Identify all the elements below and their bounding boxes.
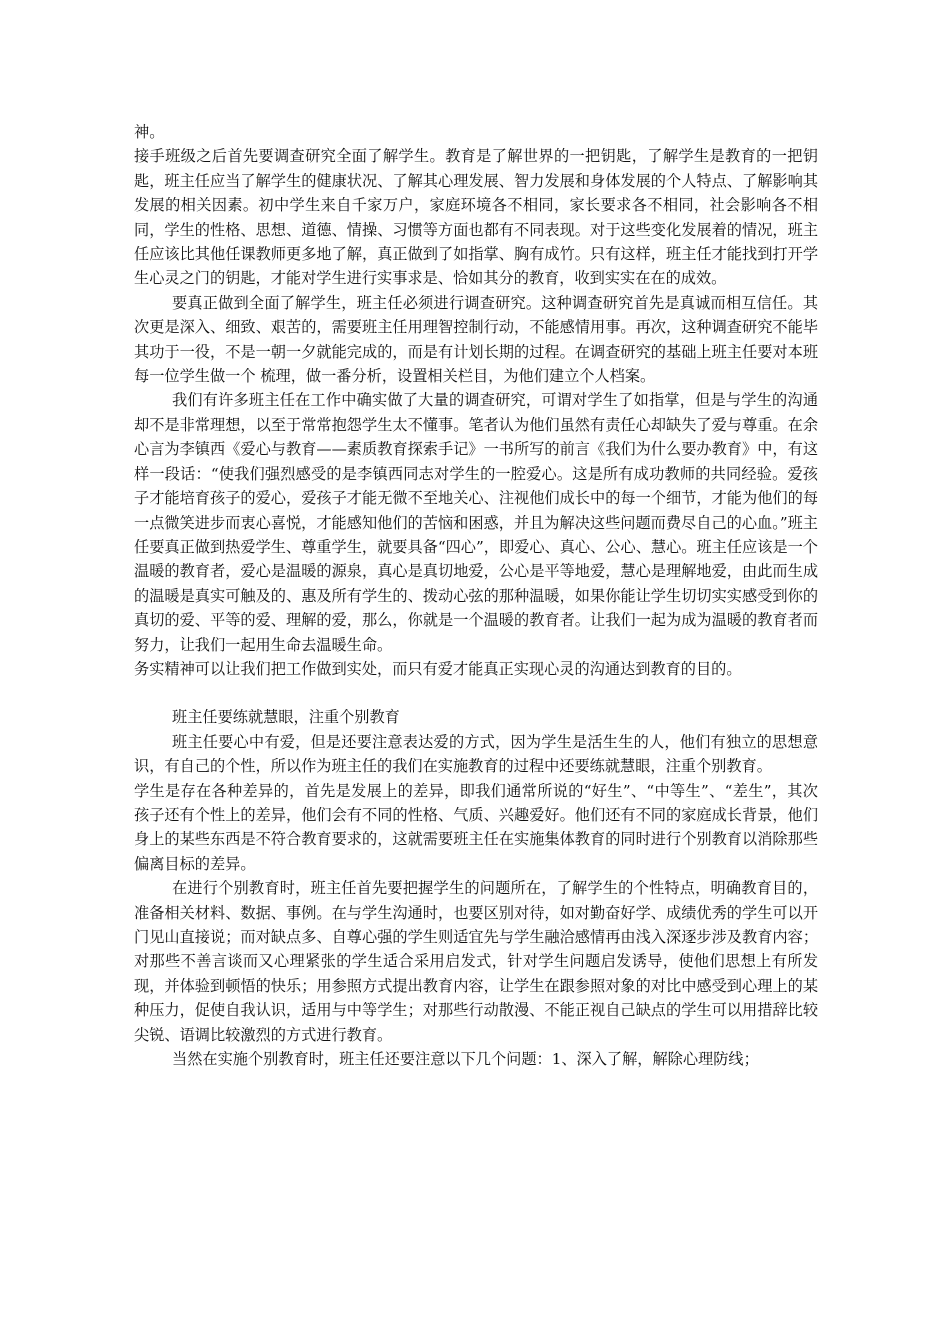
paragraph-individual-methods: 在进行个别教育时，班主任首先要把握学生的问题所在，了解学生的个性特点，明确教育目的，准备相关材料、数据、事例。在与学生沟通时，也要区别对待，如对勤奋好学、成绩优秀的学生可以开门见山直接说；而对缺点多、自尊心强的学生则适宜先与学生融洽感情再由浅入深逐步涉及教育内容；对那些不善言谈而又心理紧张的学生适合采用启发式，针对学生问题启发诱导，使他们思想上有所发现，并体验到顿悟的快乐；用参照方式提出教育内容，让学生在跟参照对象的对比中感受到心理上的某种压力，促使自我认识，适用与中等学生；对那些行动散漫、不能正视自己缺点的学生可以用措辞比较尖锐、语调比较激烈的方式进行教育。 (134, 879, 818, 1044)
paragraph-notes: 当然在实施个别教育时，班主任还要注意以下几个问题：1、深入了解，解除心理防线； (172, 1050, 759, 1069)
paragraph-investigation: 要真正做到全面了解学生，班主任必须进行调查研究。这种调查研究首先是真诚而相互信任。其次更是深入、细致、艰苦的，需要班主任用理智控制行动，不能感情用事。再次，这种调查研究不能毕其功于一役，不是一朝一夕就能完成的，而是有计划长期的过程。在调查研究的基础上班主任要对本班每一位学生做一个 梳理，做一番分析，设置相关栏目，为他们建立个人档案。 (134, 293, 818, 386)
paragraph-student-differences: 学生是存在各种差异的，首先是发展上的差异，即我们通常所说的“好生”、“中等生”、“差生”，其次孩子还有个性上的差异，他们会有不同的性格、气质、兴趣爱好。他们还有不同的家庭成长背景，他们身上的某些东西是不符合教育要求的，这就需要班主任在实施集体教育的同时进行个别教育以消除那些偏离目标的差异。 (134, 781, 818, 873)
paragraph-love-and-respect: 我们有许多班主任在工作中确实做了大量的调查研究，可谓对学生了如指掌，但是与学生的沟通却不是非常理想，以至于常常抱怨学生太不懂事。笔者认为他们虽然有责任心却缺失了爱与尊重。在余心言为李镇西《爱心与教育——素质教育探索手记》一书所写的前言《我们为什么要办教育》中，有这样一段话：“使我们强烈感受的是李镇西同志对学生的一腔爱心。这是所有成功教师的共同经验。爱孩子才能培育孩子的爱心，爱孩子才能无微不至地关心、注视他们成长中的每一个细节，才能为他们的每一点微笑进步而衷心喜悦，才能感知他们的苦恼和困惑，并且为解决这些问题而费尽自己的心血。”班主任要真正做到热爱学生、尊重学生，就要具备“四心”，即爱心、真心、公心、慧心。班主任应该是一个温暖的教育者，爱心是温暖的源泉，真心是真切地爱，公心是平等地爱，慧心是理解地爱，由此而生成的温暖是真实可触及的、惠及所有学生的、拨动心弦的那种温暖，如果你能让学生切切实实感受到你的真切的爱、平等的爱、理解的爱，那么，你就是一个温暖的教育者。让我们一起为成为温暖的教育者而努力，让我们一起用生命去温暖生命。 (134, 391, 818, 654)
paragraph-understand-students: 接手班级之后首先要调查研究全面了解学生。教育是了解世界的一把钥匙，了解学生是教育的一把钥匙，班主任应当了解学生的健康状况、了解其心理发展、智力发展和身体发展的个人特点、了解影响其发展的相关因素。初中学生来自千家万户，家庭环境各不相同，家长要求各不相同，社会影响各不相同，学生的性格、思想、道德、情操、习惯等方面也都有不同表现。对于这些变化发展着的情况，班主任应该比其他任课教师更多地了解，真正做到了如指掌、胸有成竹。只有这样，班主任才能找到打开学生心灵之门的钥匙，才能对学生进行实事求是、恰如其分的教育，收到实实在在的成效。 (134, 147, 818, 288)
paragraph-continuation: 神。 (134, 123, 165, 141)
paragraph-spacer (134, 681, 818, 705)
document-body (134, 120, 818, 1071)
section-heading: 班主任要练就慧眼，注重个别教育 (172, 708, 400, 727)
paragraph-pragmatic-spirit: 务实精神可以让我们把工作做到实处，而只有爱才能真正实现心灵的沟通达到教育的目的。 (134, 659, 742, 678)
paragraph-individual-education-intro: 班主任要心中有爱，但是还要注意表达爱的方式，因为学生是活生生的人，他们有独立的思想意识，有自己的个性，所以作为班主任的我们在实施教育的过程中还要练就慧眼，注重个别教育。 (134, 732, 818, 776)
